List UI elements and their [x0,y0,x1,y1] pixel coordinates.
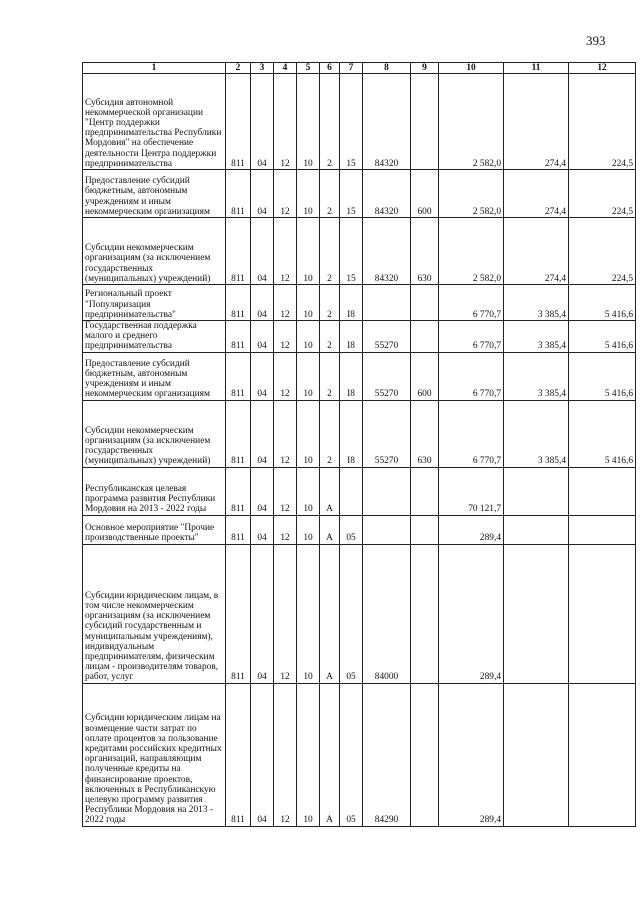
cell-col-7: 05 [340,515,363,544]
cell-col-8 [363,467,411,515]
cell-col-7: 05 [340,683,363,826]
cell-col-5: 10 [297,683,320,826]
cell-col-5: 10 [297,285,320,321]
table-row [83,170,636,218]
cell-col-7: 15 [340,218,363,285]
cell-col-7 [340,467,363,515]
table-row [83,285,636,321]
column-header-1: 1 [83,63,226,74]
cell-col-2: 811 [226,285,251,321]
table-row [83,321,636,353]
table-row [83,74,636,170]
cell-col-9: 600 [411,170,439,218]
row-name: Субсидии некоммерческим организациям (за исключением государственных (муниципальных) учреждений) [83,400,226,467]
cell-col-4: 12 [274,74,297,170]
row-name: Субсидии некоммерческим организациям (за исключением государственных (муниципальных) учреждений) [83,218,226,285]
cell-col-5: 10 [297,400,320,467]
row-name: Региональный проект "Популяризация предпринимательства" [83,285,226,321]
cell-col-12: 5 416,6 [569,352,636,400]
cell-col-5: 10 [297,321,320,353]
cell-col-4: 12 [274,352,297,400]
cell-col-12: 5 416,6 [569,400,636,467]
cell-col-3: 04 [251,467,274,515]
cell-col-6: 2 [320,400,340,467]
cell-col-10: 2 582,0 [439,170,504,218]
cell-col-11: 3 385,4 [504,352,569,400]
row-name: Предоставление субсидий бюджетным, автономным учреждениям и иным некоммерческим организациям [83,170,226,218]
column-header-5: 5 [297,63,320,74]
cell-col-2: 811 [226,544,251,683]
cell-col-7: I8 [340,285,363,321]
row-name: Республиканская целевая программа развития Республики Мордовия на 2013 - 2022 годы [83,467,226,515]
cell-col-8: 55270 [363,400,411,467]
table-row [83,544,636,683]
column-header-10: 10 [439,63,504,74]
cell-col-4: 12 [274,467,297,515]
cell-col-10: 6 770,7 [439,285,504,321]
cell-col-2: 811 [226,74,251,170]
cell-col-10: 289,4 [439,544,504,683]
cell-col-9 [411,544,439,683]
cell-col-9 [411,515,439,544]
cell-col-10: 6 770,7 [439,352,504,400]
table-body [83,74,636,827]
cell-col-5: 10 [297,544,320,683]
cell-col-3: 04 [251,544,274,683]
cell-col-11: 3 385,4 [504,321,569,353]
cell-col-3: 04 [251,170,274,218]
cell-col-11 [504,467,569,515]
column-header-7: 7 [340,63,363,74]
cell-col-3: 04 [251,74,274,170]
cell-col-6: А [320,467,340,515]
table-row [83,400,636,467]
row-name: Субсидии юридическим лицам на возмещение части затрат по оплате процентов за пользование кредитами российских кредитных организаций, направляющим полученные кредиты на финансирование проектов, включенных в Республиканскую целевую программу развития Республики Мордовия на 2013 - 2022 годы [83,683,226,826]
cell-col-6: А [320,544,340,683]
cell-col-8: 84320 [363,170,411,218]
cell-col-12: 5 416,6 [569,321,636,353]
cell-col-2: 811 [226,400,251,467]
cell-col-10: 289,4 [439,515,504,544]
cell-col-12 [569,467,636,515]
row-name: Государственная поддержка малого и среднего предпринимательства [83,321,226,353]
cell-col-5: 10 [297,218,320,285]
cell-col-9 [411,285,439,321]
cell-col-7: I8 [340,321,363,353]
cell-col-10: 2 582,0 [439,218,504,285]
cell-col-5: 10 [297,515,320,544]
cell-col-11: 3 385,4 [504,285,569,321]
cell-col-7: 15 [340,170,363,218]
cell-col-10: 2 582,0 [439,74,504,170]
column-header-3: 3 [251,63,274,74]
cell-col-11: 3 385,4 [504,400,569,467]
cell-col-2: 811 [226,515,251,544]
cell-col-2: 811 [226,170,251,218]
cell-col-8: 84290 [363,683,411,826]
cell-col-5: 10 [297,74,320,170]
cell-col-12 [569,683,636,826]
cell-col-8: 55270 [363,352,411,400]
cell-col-11: 274,4 [504,218,569,285]
cell-col-2: 811 [226,467,251,515]
cell-col-11 [504,544,569,683]
cell-col-7: 05 [340,544,363,683]
cell-col-12 [569,544,636,683]
table-row [83,515,636,544]
header-row [83,63,636,74]
table-row [83,683,636,826]
cell-col-11 [504,515,569,544]
cell-col-3: 04 [251,321,274,353]
cell-col-8: 84000 [363,544,411,683]
cell-col-4: 12 [274,683,297,826]
cell-col-10: 289,4 [439,683,504,826]
row-name: Предоставление субсидий бюджетным, автономным учреждениям и иным некоммерческим организациям [83,352,226,400]
cell-col-2: 811 [226,321,251,353]
column-header-4: 4 [274,63,297,74]
cell-col-6: А [320,683,340,826]
cell-col-11: 274,4 [504,74,569,170]
cell-col-2: 811 [226,683,251,826]
cell-col-9: 630 [411,218,439,285]
cell-col-8 [363,285,411,321]
column-header-8: 8 [363,63,411,74]
row-name: Субсидия автономной некоммерческой организации "Центр поддержки предпринимательства Республики Мордовия" на обеспечение деятельности Центра поддержки предпринимательства [83,74,226,170]
column-header-9: 9 [411,63,439,74]
cell-col-8: 84320 [363,74,411,170]
cell-col-12: 224,5 [569,170,636,218]
cell-col-7: I8 [340,352,363,400]
page-number: 393 [586,33,606,48]
cell-col-12: 224,5 [569,74,636,170]
cell-col-6: 2 [320,321,340,353]
cell-col-4: 12 [274,170,297,218]
cell-col-6: 2 [320,218,340,285]
cell-col-5: 10 [297,467,320,515]
cell-col-5: 10 [297,352,320,400]
cell-col-4: 12 [274,218,297,285]
cell-col-8: 55270 [363,321,411,353]
cell-col-10: 70 121,7 [439,467,504,515]
cell-col-3: 04 [251,515,274,544]
cell-col-9 [411,467,439,515]
cell-col-12: 224,5 [569,218,636,285]
cell-col-7: 15 [340,74,363,170]
cell-col-4: 12 [274,400,297,467]
cell-col-5: 10 [297,170,320,218]
cell-col-9 [411,683,439,826]
cell-col-3: 04 [251,218,274,285]
cell-col-4: 12 [274,544,297,683]
cell-col-10: 6 770,7 [439,400,504,467]
cell-col-4: 12 [274,515,297,544]
cell-col-11 [504,683,569,826]
cell-col-10: 6 770,7 [439,321,504,353]
cell-col-9: 630 [411,400,439,467]
cell-col-8: 84320 [363,218,411,285]
column-header-11: 11 [504,63,569,74]
cell-col-8 [363,515,411,544]
cell-col-9 [411,74,439,170]
cell-col-6: 2 [320,170,340,218]
cell-col-12 [569,515,636,544]
column-header-6: 6 [320,63,340,74]
row-name: Субсидии юридическим лицам, в том числе некоммерческим организациям (за исключением субсидий государственным и муниципальным учреждениям), индивидуальным предпринимателям, физическим лицам - производителям товаров, работ, услуг [83,544,226,683]
cell-col-3: 04 [251,400,274,467]
cell-col-9: 600 [411,352,439,400]
cell-col-6: 2 [320,352,340,400]
cell-col-12: 5 416,6 [569,285,636,321]
cell-col-3: 04 [251,285,274,321]
budget-table [82,62,636,827]
cell-col-2: 811 [226,218,251,285]
cell-col-6: А [320,515,340,544]
cell-col-3: 04 [251,683,274,826]
cell-col-7: I8 [340,400,363,467]
cell-col-2: 811 [226,352,251,400]
cell-col-3: 04 [251,352,274,400]
table-row [83,352,636,400]
cell-col-4: 12 [274,285,297,321]
cell-col-11: 274,4 [504,170,569,218]
column-header-2: 2 [226,63,251,74]
cell-col-6: 2 [320,74,340,170]
cell-col-4: 12 [274,321,297,353]
table-row [83,218,636,285]
table-row [83,467,636,515]
cell-col-6: 2 [320,285,340,321]
cell-col-9 [411,321,439,353]
column-header-12: 12 [569,63,636,74]
row-name: Основное мероприятие "Прочие производственные проекты" [83,515,226,544]
